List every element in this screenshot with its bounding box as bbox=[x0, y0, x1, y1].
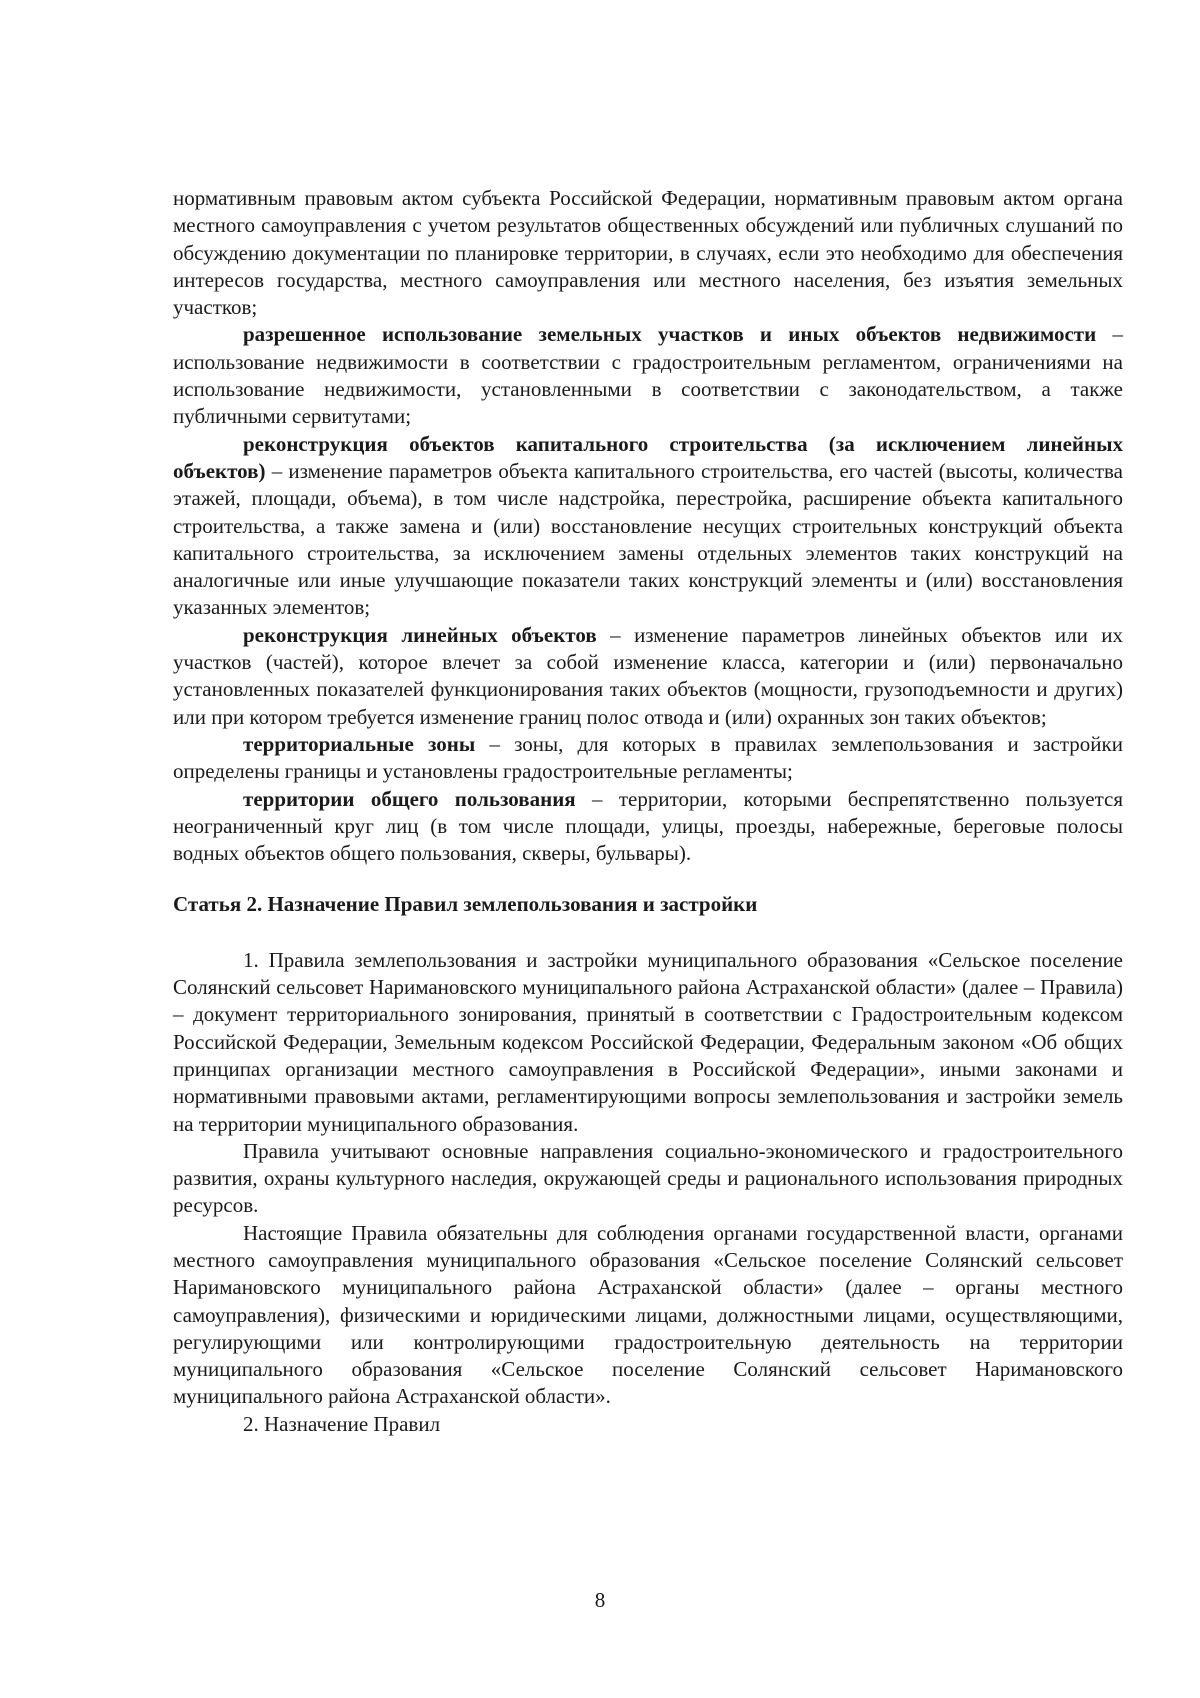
definition-paragraph bbox=[173, 622, 1123, 731]
definition-term: реконструкция объектов капитального строительства (за исключением линейных объектов) bbox=[173, 431, 1123, 483]
definition-term: разрешенное использование земельных участков и иных объектов недвижимости bbox=[243, 322, 1097, 347]
definition-term: территориальные зоны bbox=[243, 731, 476, 756]
paragraph-text: нормативным правовым актом субъекта Российской Федерации, нормативным правовым актом органа местного самоуправления с учетом результатов общественных обсуждений или публичных слушаний по обсуждению документации по планировке территории, в случаях, если это необходимо для обеспечения интересов государства, местного самоуправления или местного населения, без изъятия земельных участков; bbox=[173, 186, 1123, 320]
paragraph-continuation bbox=[173, 185, 1123, 321]
body-paragraph: 1. Правила землепользования и застройки муниципального образования «Сельское поселение Солянский сельсовет Наримановского муниципального района Астраханской области» (далее – Правила) – документ территориального зонирования, принятый в соответствии с Градостроительным кодексом Российской Федерации, Земельным кодексом Российской Федерации, Федеральным законом «Об общих принципах организации местного самоуправления в Российской Федерации», иными законами и нормативными правовыми актами, регламентирующими вопросы землепользования и застройки земель на территории муниципального образования. bbox=[173, 947, 1123, 1136]
body-paragraph: Правила учитывают основные направления социально-экономического и градостроительного развития, охраны культурного наследия, окружающей среды и рационального использования природных ресурсов. bbox=[173, 1138, 1123, 1218]
definition-term: территории общего пользования bbox=[243, 786, 576, 811]
definition-text: – изменение параметров объекта капитального строительства, его частей (высоты, количества этажей, площади, объема), в том числе надстройка, перестройка, расширение объекта капитального строительства, а также замена и (или) восстановление несущих строительных конструкций объекта капитального строительства, за исключением замены отдельных элементов таких конструкций на аналогичные или иные улучшающие показатели таких конструкций элементы и (или) восстановления указанных элементов; bbox=[173, 458, 1123, 620]
definition-paragraph bbox=[173, 786, 1123, 868]
definition-paragraph bbox=[173, 731, 1123, 786]
definition-paragraph bbox=[173, 321, 1123, 430]
body-paragraph: Настоящие Правила обязательны для соблюдения органами государственной власти, органами местного самоуправления муниципального образования «Сельское поселение Солянский сельсовет Наримановского муниципального района Астраханской области» (далее – органы местного самоуправления), физическими и юридическими лицами, должностными лицами, осуществляющими, регулирующими или контролирующими градостроительную деятельность на территории муниципального образования «Сельское поселение Солянский сельсовет Наримановского муниципального района Астраханской области». bbox=[173, 1220, 1123, 1409]
page-number: 8 bbox=[594, 1588, 606, 1612]
definition-text: – зоны, для которых в правилах землепользования и застройки определены границы и установлены градостроительные регламенты; bbox=[173, 731, 1123, 784]
definition-text: – использование недвижимости в соответствии с градостроительным регламентом, ограничениями на использование недвижимости, установленными в соответствии с законодательством, а также публичными сервитутами; bbox=[173, 322, 1124, 429]
definition-text: – территории, которыми беспрепятственно пользуется неограниченный круг лиц (в том числе площади, улицы, проезды, набережные, береговые полосы водных объектов общего пользования, скверы, бульвары). bbox=[173, 786, 1124, 866]
definition-paragraph bbox=[173, 431, 1123, 622]
body-paragraph: 2. Назначение Правил bbox=[243, 1411, 441, 1436]
definition-term: реконструкция линейных объектов bbox=[243, 622, 597, 647]
document-page bbox=[173, 185, 1123, 1438]
definition-text: – изменение параметров линейных объектов или их участков (частей), которое влечет за собой изменение класса, категории и (или) первоначально установленных показателей функционирования таких объектов (мощности, грузоподъемности и других) или при котором требуется изменение границ полос отвода и (или) охранных зон таких объектов; bbox=[173, 622, 1123, 729]
article-heading: Статья 2. Назначение Правил землепользования и застройки bbox=[173, 892, 758, 917]
